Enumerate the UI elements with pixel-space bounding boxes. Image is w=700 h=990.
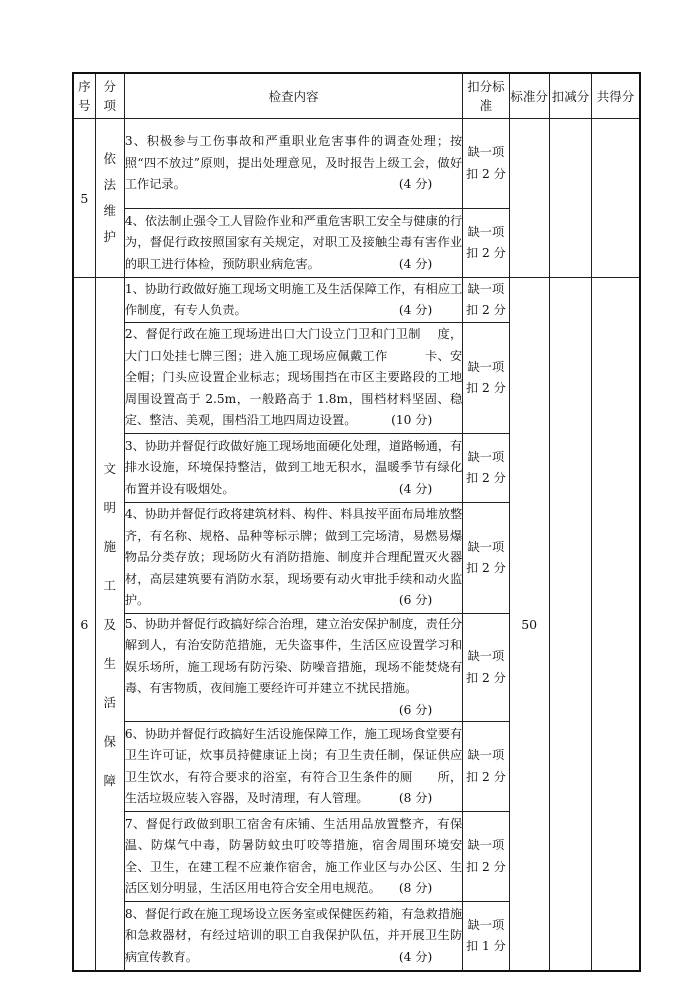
header-minus-score: 扣减分 [549, 73, 591, 119]
minus-score-cell [549, 119, 591, 278]
table-row [73, 119, 640, 209]
deduct-standard: 缺一项 扣 2 分 [463, 119, 509, 209]
inspection-table [72, 72, 641, 972]
check-content: 2、督促行政在施工现场进出口大门设立门卫和门卫制 度，大门口处挂七牌三图；进入施工现场应佩戴工作 卡、安全帽；门头应设置企业标志；现场围挡在市区主要路段的工地周围设置高于 2.5m，一般路高于 1.8m，围档材料坚固、稳定、整洁、美观，围档沿工地四周边设置。 (10 分) [124, 323, 462, 434]
deduct-standard: 缺一项 扣 2 分 [463, 278, 509, 323]
check-content: 8、督促行政在施工现场设立医务室或保健医药箱，有急救措施和急救器材，有经过培训的职工自我保护队伍，并开展卫生防病宣传教育。 (4 分) [124, 902, 462, 972]
header-content: 检查内容 [124, 73, 462, 119]
header-standard-score: 标准分 [509, 73, 549, 119]
deduct-standard: 缺一项 扣 2 分 [463, 434, 509, 503]
header-total-score: 共得分 [592, 73, 640, 119]
check-content: 6、协助并督促行政搞好生活设施保障工作，施工现场食堂要有卫生许可证，炊事员持健康证上岗；有卫生责任制，保证供应卫生饮水，有符合要求的浴室，有符合卫生条件的厕 所，生活垃圾应装入容器，及时清理，有人管理。 (8 分) [124, 722, 462, 812]
total-score-cell [592, 119, 640, 278]
check-content: 5、协助并督促行政搞好综合治理，建立治安保护制度，责任分解到人，有治安防范措施，无失盗事件，生活区应设置学习和娱乐场所，施工现场有防污染、防噪音措施，现场不能焚烧有毒、有害物质，夜间施工要经许可并建立不扰民措施。 (6 分) [124, 614, 462, 722]
row-number: 5 [73, 119, 95, 278]
category-cell: 文 明 施 工 及 生 活 保 障 [95, 278, 124, 972]
standard-score-cell [509, 119, 549, 278]
check-content: 3、协助并督促行政做好施工现场地面硬化处理，道路畅通，有排水设施，环境保持整洁，做到工地无积水，温暖季节有绿化布置并设有吸烟处。 (4 分) [124, 434, 462, 503]
deduct-standard: 缺一项 扣 2 分 [463, 323, 509, 434]
deduct-standard: 缺一项 扣 2 分 [463, 812, 509, 902]
deduct-standard: 缺一项 扣 2 分 [463, 209, 509, 278]
table-row [73, 278, 640, 323]
deduct-standard: 缺一项 扣 2 分 [463, 503, 509, 614]
header-no: 序 号 [73, 73, 95, 119]
check-content: 4、协助并督促行政将建筑材料、构件、料具按平面布局堆放整齐，有名称、规格、品种等标示牌；做到工完场清，易燃易爆物品分类存放；现场防火有消防措施、制度并合理配置灭火器材，高层建筑要有消防水泵，现场要有动火审批手续和动火监护。 (6 分) [124, 503, 462, 614]
deduct-standard: 缺一项 扣 2 分 [463, 722, 509, 812]
header-row [73, 73, 640, 119]
deduct-standard: 缺一项 扣 1 分 [463, 902, 509, 972]
check-content: 3、积极参与工伤事故和严重职业危害事件的调查处理；按照“四不放过”原则，提出处理意见，及时报告上级工会，做好工作记录。 (4 分) [124, 119, 462, 209]
header-deduct-standard: 扣分标 准 [463, 73, 509, 119]
category-cell: 依 法 维 护 [95, 119, 124, 278]
check-content: 4、依法制止强令工人冒险作业和严重危害职工安全与健康的行为，督促行政按照国家有关规定，对职工及接触尘毒有害作业的职工进行体检，预防职业病危害。 (4 分) [124, 209, 462, 278]
total-score-cell [592, 278, 640, 972]
header-category: 分 项 [95, 73, 124, 119]
check-content: 7、督促行政做到职工宿舍有床铺、生活用品放置整齐，有保温、防煤气中毒，防暑防蚊虫叮咬等措施，宿舍周围环境安全、卫生，在建工程不应兼作宿舍，施工作业区与办公区、生活区划分明显，生活区用电符合安全用电规范。 (8 分) [124, 812, 462, 902]
deduct-standard: 缺一项 扣 2 分 [463, 614, 509, 722]
check-content: 1、协助行政做好施工现场文明施工及生活保障工作，有相应工作制度，有专人负责。 (4 分) [124, 278, 462, 323]
row-number: 6 [73, 278, 95, 972]
minus-score-cell [549, 278, 591, 972]
standard-score: 50 [509, 278, 549, 972]
